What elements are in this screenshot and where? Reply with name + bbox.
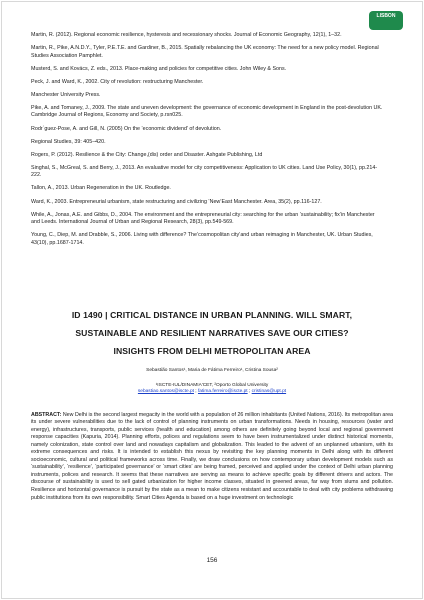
title-line: INSIGHTS FROM DELHI METROPOLITAN AREA: [113, 346, 311, 356]
abstract-label: ABSTRACT:: [31, 411, 62, 418]
page-number: 156: [206, 557, 218, 564]
reference-item: Young, C., Diep, M. and Drabble, S., 2006. Living with difference? The’cosmopolitan city’and urban reimaging in Manchester, UK. Urban Studies, 43(10), pp.1687-1714.: [31, 232, 373, 246]
email-link[interactable]: fatima.ferreiro@iscte.pt: [197, 389, 248, 394]
reference-item: Regional Studies, 39: 405–420.: [31, 138, 106, 145]
email-link[interactable]: sebastiao.santos@iscte.pt: [137, 389, 194, 394]
reference-item: Peck, J. and Ward, K., 2002. City of revolution: restructuring Manchester.: [31, 78, 204, 85]
article: [31, 306, 393, 507]
reference-list: [31, 32, 383, 253]
conference-logo: LISBON: [369, 11, 403, 30]
abstract: [31, 412, 393, 503]
email-separator: ;: [193, 389, 198, 394]
reference-item: Pike, A. and Tomaney, J., 2009. The state and uneven development: the governance of economic development in England in the post-devolution UK. Cambridge Journal of Regions, Economy and Society, p.rsn025.: [31, 104, 383, 119]
reference-item: Singhal, S., McGreal, S. and Berry, J., 2013. An evaluative model for city competitiveness: Application to UK cities. Land Use Policy, 30(1), pp.214-222.: [31, 164, 378, 179]
reference-item: Musterd, S. and Kovács, Z. eds., 2013. Place-making and policies for competitive cities. John Wiley & Sons.: [31, 65, 287, 72]
article-title: [31, 306, 393, 360]
reference-item: Manchester University Press.: [31, 91, 101, 98]
email-link[interactable]: cristinas@upt.pt: [251, 389, 287, 394]
email-separator: ;: [247, 389, 252, 394]
reference-item: Ward, K., 2003. Entrepreneurial urbanism, state restructuring and civilizing ‘New’East Manchester. Area, 35(2), pp.116-127.: [31, 198, 322, 205]
reference-item: Martin, R., Pike, A.N.D.Y., Tyler, P.E.T.E. and Gardiner, B., 2015. Spatially rebalancing the UK economy: The need for a new policy model. Regional Studies Association Pamphlet.: [31, 45, 379, 59]
author-list: Sebastião Santos¹, Maria de Fátima Ferreiro¹, Cristina Sousa²: [146, 368, 278, 373]
reference-item: While, A., Jonas, A.E. and Gibbs, D., 2004. The environment and the entrepreneurial city: searching for the urban ‘sustainability; fix’in Manchester and Leeds. International Journal of Urban and Regional Research, 28(3), pp.549-569.: [31, 211, 375, 226]
reference-item: Rodr´guez-Pose, A. and Gill, N. (2005) On the ‘economic dividend’ of devolution.: [31, 125, 222, 132]
reference-item: Tallon, A., 2013. Urban Regeneration in the UK. Routledge.: [31, 185, 171, 192]
title-line: SUSTAINABLE AND RESILIENT NARRATIVES SAVE OUR CITIES?: [75, 328, 349, 338]
reference-item: Rogers, P. (2012). Resilience & the City: Change,(dis) order and Disaster. Ashgate Publishing, Ltd: [31, 151, 263, 158]
reference-item: Martin, R. (2012). Regional economic resilience, hysteresis and recessionary shocks. Journal of Economic Geography, 12(1), 1–32.: [31, 32, 342, 38]
affiliation: ¹ISCTE-IUL/DINAMIA'CET, ²Oporto Global University: [155, 382, 269, 388]
abstract-text: New Delhi is the second largest megacity in the world with a population of 26 million inhabitants (United Nations, 2016). Its metropolitan area its under severe vulnerabilities due to the lack of control of planning instruments on urban transformations. Needs in housing, resources (water and energy), infrastructures, transports, public services (health and education) among others are definitely going beyond local and regional government response capacities (Kapuria, 2014). Planning efforts, polices and regulations seem to have been instrumentalized under distinct historical moments, namely colonization, state control over land and nowadays capitalism and globalization. This leaded to the advent of an unplanned urbanism, with its extreme consequences and risks. It is intended to establish this nexus by revisiting the key planning moments in Delhi along with its different socioeconomic, cultural and political frameworks across time. Finally, we draw conclusions on how contemporary urban development models such as ‘sustainability’, ‘resilience’, ‘participated governance’ or ‘smart cities’ are being framed, perceived and applied under the context of Delhi urban planning instruments, polices and research. It seems that these narratives are serving as means to achieve specific goals by different drivers and actors. The discourse of sustainability is used to sell gated urbanization for higher income classes, situated in greened areas, far way from slums and pollution. Resilience and horizontal governance is pursuit by the state as a mean to make citizens resistant and accountable to deal with city problems withdrawing public institutions from its own responsibility. Smart Cities Agenda is based on a huge investment on technologic: [31, 411, 393, 501]
title-line: ID 1490 | CRITICAL DISTANCE IN URBAN PLANNING. WILL SMART,: [71, 310, 353, 320]
author-emails: [31, 389, 393, 396]
